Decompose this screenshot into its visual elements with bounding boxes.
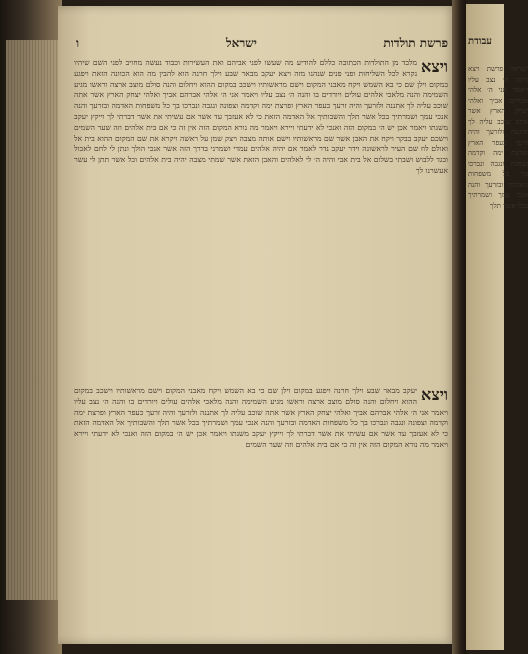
- running-title: ישראל: [226, 36, 257, 50]
- lead-word: ויצא: [421, 57, 448, 76]
- main-text-block: [74, 58, 448, 380]
- page-number: ו: [76, 36, 80, 50]
- right-page-text: ישראל פרשת ויצא והנה ה׳ נצב עליו ויאמר אני ה׳ אלהי אברהם אביך ואלהי יצחק הארץ אשר אתה שוכב עליה לך אתננה ולזרעך והיה זרעך כעפר הארץ ופרצת ימה וקדמה וצפונה ונגבה ונברכו בך כל משפחות האדמה ובזרעך והנה אנכי עמך ושמרתיך בכל אשר תלך: [468, 65, 528, 210]
- left-page: [58, 6, 456, 644]
- right-page-header: עבודת: [468, 36, 492, 47]
- body-text: יעקב מבאר שבע וילך חרנה ויפגע במקום וילן שם כי בא השמש ויקח מאבני המקום וישם מראשותיו וישכב במקום ההוא ויחלום והנה סולם מוצב ארצה וראשו מגיע השמימה והנה מלאכי אלהים עולים ויורדים בו והנה ה׳ נצב עליו ויאמר אני ה׳ אלהי אברהם אביך ואלהי יצחק הארץ אשר אתה שוכב עליה לך אתננה ולזרעך והיה זרעך כעפר הארץ ופרצת ימה וקדמה וצפונה ונגבה ונברכו בך כל משפחות האדמה ובזרעך והנה אנכי עמך ושמרתיך בכל אשר תלך והשבותיך אל האדמה הזאת כי לא אעזבך עד אשר אם עשיתי את אשר דברתי לך וייקץ יעקב משנתו ויאמר אכן יש ה׳ במקום הזה ואנכי לא ידעתי ויירא ויאמר מה נורא המקום הזה אין זה כי אם בית אלהים וזה שער השמים: [74, 386, 448, 449]
- page-edges: [6, 40, 58, 600]
- second-text-block: [74, 386, 448, 636]
- right-page: [466, 4, 528, 650]
- body-text: מלבד מן התולדות הכתובה כללם להודיע מה שעשו לפני אביהם ואת העשירות וכבוד נעשה מחויב לפני השם שיהיו נקרא לכל השליחות ופני פנים שנהנו מזה ויצא יעקב מבאר שבע וילך חרנה הוא להבין מה הוא הכוונה הזאת ויפגע במקום וילן שם כי בא השמש ויקח מאבני המקום וישם מראשותיו וישכב במקום ההוא ויחלום והנה סולם מוצב ארצה וראשו מגיע השמימה והנה מלאכי אלהים עולים ויורדים בו והנה ה׳ נצב עליו ויאמר אני ה׳ אלהי אברהם אביך ואלהי יצחק הארץ אשר אתה שוכב עליה לך אתננה ולזרעך והיה זרעך כעפר הארץ ופרצת ימה וקדמה וצפונה ונגבה ונברכו בך כל משפחות האדמה ובזרעך והנה אנכי עמך ושמרתיך בכל אשר תלך והשבותיך אל האדמה הזאת כי לא אעזבך עד אשר אם עשיתי את אשר דברתי לך וייקץ יעקב משנתו ויאמר אכן יש ה׳ במקום הזה ואנכי לא ידעתי ויירא ויאמר מה נורא המקום הזה אין זה כי אם בית אלהים וזה שער השמים וישכם יעקב בבקר ויקח את האבן אשר שם מראשותיו וישם אותה מצבה ויצק שמן על ראשה ויקרא את שם המקום ההוא בית אל ואולם לוז שם העיר לראשונה וידר יעקב נדר לאמר אם יהיה אלהים עמדי ושמרני בדרך הזה אשר אנכי הולך ונתן לי לחם לאכול ובגד ללבוש ושבתי בשלום אל בית אבי והיה ה׳ לי לאלהים והאבן הזאת אשר שמתי מצבה יהיה בית אלהים וכל אשר תתן לי עשר אעשרנו לך: [74, 58, 448, 175]
- lead-word: ויצא: [421, 385, 448, 404]
- book-spine: [0, 0, 62, 654]
- page-header: [76, 36, 448, 54]
- book-gutter: [452, 0, 466, 654]
- parsha-title: פרשת תולדות: [383, 36, 448, 50]
